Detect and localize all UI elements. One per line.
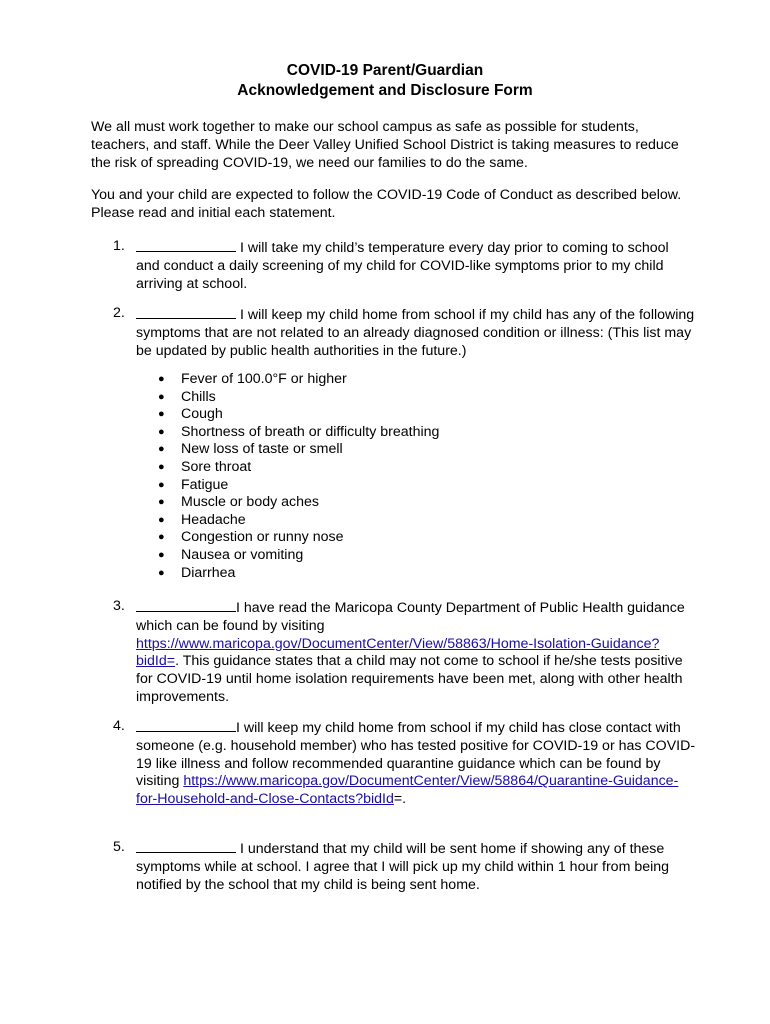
statement-text-continued: . This guidance states that a child may not come to school if he/she tests positive for COVID-19 until home isolation requirements have been met, along with other health improvements. bbox=[136, 653, 683, 705]
bullet-icon: ● bbox=[158, 373, 165, 385]
symptom-text: Congestion or runny nose bbox=[181, 529, 344, 546]
statement-number: 1. bbox=[113, 238, 125, 254]
symptom-item bbox=[158, 371, 558, 389]
bullet-icon: ● bbox=[158, 531, 165, 544]
symptom-text: Headache bbox=[181, 511, 246, 528]
initials-blank[interactable] bbox=[136, 305, 236, 319]
initials-blank[interactable] bbox=[136, 839, 236, 853]
symptom-text: Nausea or vomiting bbox=[181, 546, 304, 563]
symptom-text: Diarrhea bbox=[181, 564, 236, 581]
symptom-text: New loss of taste or smell bbox=[181, 441, 343, 458]
bullet-icon: ● bbox=[158, 496, 165, 509]
statement-text-continued: =. bbox=[393, 791, 407, 808]
symptom-item bbox=[158, 389, 558, 407]
statement-number: 3. bbox=[113, 598, 125, 614]
bullet-icon: ● bbox=[158, 478, 165, 491]
symptom-item bbox=[158, 477, 558, 495]
bullet-icon: ● bbox=[158, 408, 165, 421]
statement-body bbox=[136, 598, 696, 707]
symptom-list bbox=[158, 371, 558, 582]
form-title bbox=[0, 61, 770, 101]
symptom-item bbox=[158, 441, 558, 459]
bullet-icon: ● bbox=[158, 513, 165, 526]
bullet-icon: ● bbox=[158, 425, 165, 438]
symptom-item bbox=[158, 565, 558, 583]
initials-blank[interactable] bbox=[136, 718, 236, 732]
symptom-item bbox=[158, 529, 558, 547]
symptom-text: Fatigue bbox=[181, 476, 229, 493]
symptom-text: Fever of 100.0°F or higher bbox=[181, 371, 347, 387]
statement-text: I will keep my child home from school if my child has any of the following symptoms that are not related to an already diagnosed condition or illness: (This list may be updated by public health authorities in the future.) bbox=[136, 307, 695, 359]
instructions-paragraph: You and your child are expected to follow the COVID-19 Code of Conduct as described below. Please read and initial each statement. bbox=[91, 187, 682, 221]
symptom-item bbox=[158, 459, 558, 477]
statement-number: 5. bbox=[113, 839, 125, 855]
statement-body bbox=[136, 718, 696, 809]
symptom-text: Shortness of breath or difficulty breathing bbox=[181, 423, 440, 440]
bullet-icon: ● bbox=[158, 566, 165, 579]
statement-body bbox=[136, 305, 696, 360]
statement-text: I will take my child’s temperature every day prior to coming to school and conduct a daily screening of my child for COVID-like symptoms prior to my child arriving at school. bbox=[136, 240, 669, 292]
symptom-text: Chills bbox=[181, 388, 216, 405]
statement-number: 4. bbox=[113, 718, 125, 734]
form-title-line-2: Acknowledgement and Disclosure Form bbox=[237, 82, 533, 99]
symptom-item bbox=[158, 494, 558, 512]
quarantine-guidance-link[interactable]: https://www.maricopa.gov/DocumentCenter/View/58864/Quarantine-Guidance-for-Household-and-Close-Contacts?bidId bbox=[136, 773, 679, 808]
intro-paragraph: We all must work together to make our school campus as safe as possible for students, teachers, and staff. While the Deer Valley Unified School District is taking measures to reduce the risk of spreading COVID-19, we need our families to do the same. bbox=[91, 119, 679, 171]
bullet-icon: ● bbox=[158, 443, 165, 456]
form-title-line-1: COVID-19 Parent/Guardian bbox=[286, 62, 484, 79]
symptom-item bbox=[158, 424, 558, 442]
statement-body bbox=[136, 839, 696, 894]
bullet-icon: ● bbox=[158, 390, 165, 403]
symptom-text: Muscle or body aches bbox=[181, 494, 320, 511]
statement-number: 2. bbox=[113, 305, 125, 321]
symptom-item bbox=[158, 547, 558, 565]
statement-text: I understand that my child will be sent home if showing any of these symptoms while at school. I agree that I will pick up my child within 1 hour from being notified by the school that my child is being sent home. bbox=[136, 841, 670, 893]
initials-blank[interactable] bbox=[136, 238, 236, 252]
isolation-guidance-link[interactable]: https://www.maricopa.gov/DocumentCenter/View/58863/Home-Isolation-Guidance?bidId= bbox=[136, 635, 660, 670]
symptom-text: Cough bbox=[181, 406, 223, 423]
statement-text: I have read the Maricopa County Department of Public Health guidance which can be found by visiting bbox=[136, 600, 685, 634]
statement-text: I will keep my child home from school if my child has close contact with someone (e.g. household member) who has tested positive for COVID-19 or has COVID-19 like illness and follow recommended quarantine guidance which can be found by visiting bbox=[136, 720, 696, 790]
bullet-icon: ● bbox=[158, 460, 165, 473]
bullet-icon: ● bbox=[158, 548, 165, 561]
symptom-item bbox=[158, 512, 558, 530]
initials-blank[interactable] bbox=[136, 598, 236, 612]
statement-body bbox=[136, 238, 696, 293]
symptom-text: Sore throat bbox=[181, 458, 252, 475]
symptom-item bbox=[158, 406, 558, 424]
